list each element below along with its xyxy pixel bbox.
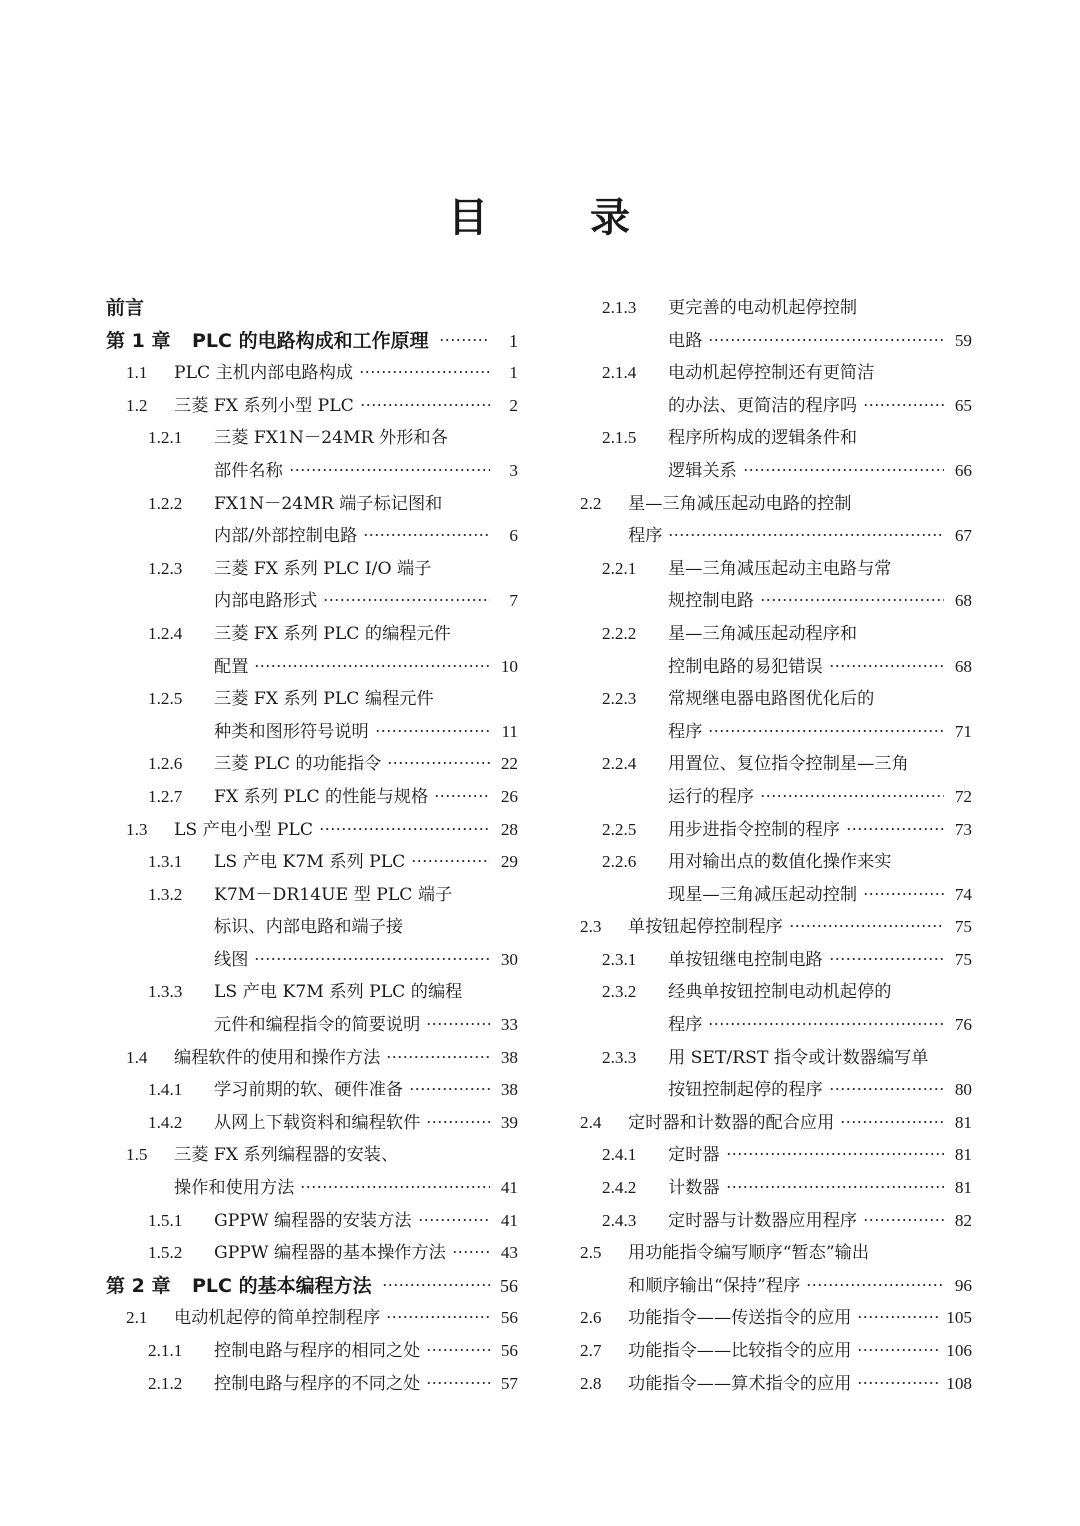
- toc-entry-title: 前言: [106, 297, 145, 319]
- toc-entry: [106, 455, 518, 488]
- toc-entry-title: 种类和图形符号说明: [214, 721, 369, 742]
- toc-page-number: 65: [954, 395, 972, 415]
- toc-entry: [106, 911, 518, 944]
- toc-entry: [106, 879, 518, 912]
- toc-entry-title: 三菱 FX 系列 PLC 编程元件: [214, 689, 434, 710]
- toc-entry-number: 2.1.3: [602, 298, 637, 317]
- toc-entry-number: 2.2.3: [602, 689, 637, 709]
- toc-entry-title: 星—三角减压起动电路的控制: [628, 493, 852, 514]
- toc-dot-leader: [452, 1241, 490, 1258]
- toc-page-number: 68: [954, 591, 972, 611]
- toc-entry-number: 第 1 章: [106, 329, 171, 352]
- toc-entry-number: 1.2.7: [148, 786, 183, 806]
- toc-page-number: 68: [954, 656, 972, 676]
- toc-page-number: 71: [954, 721, 972, 741]
- toc-entry-title: 单按钮起停控制程序: [628, 917, 783, 938]
- toc-entry-title: 功能指令——比较指令的应用: [628, 1341, 852, 1361]
- toc-dot-leader: [708, 720, 944, 737]
- toc-dot-leader: [829, 1078, 944, 1095]
- toc-entry: [106, 814, 518, 847]
- toc-dot-leader: [375, 720, 490, 737]
- toc-entry-number: 2.4.2: [602, 1178, 637, 1198]
- toc-dot-leader: [426, 1013, 490, 1030]
- toc-entry-title: 运行的程序: [668, 786, 754, 807]
- toc-page-number: 81: [954, 1112, 972, 1132]
- toc-dot-leader: [829, 654, 944, 671]
- toc-page-number: 7: [509, 591, 518, 611]
- toc-dot-leader: [857, 1339, 940, 1356]
- toc-page-number: 41: [500, 1210, 518, 1230]
- toc-entry-number: 2.1.1: [148, 1341, 183, 1360]
- toc-entry-number: 2.3.2: [602, 982, 637, 1002]
- toc-entry-title: 内部电路形式: [214, 591, 318, 612]
- toc-entry-number: 1.2: [126, 395, 148, 415]
- toc-entry: [580, 1270, 972, 1303]
- toc-entry: [106, 520, 518, 553]
- toc-entry-title: 单按钮继电控制电路: [668, 949, 823, 970]
- toc-page-number: 3: [509, 460, 518, 480]
- toc-page-number: 73: [954, 819, 972, 839]
- toc-dot-leader: [418, 1208, 491, 1225]
- toc-entry-title: 控制电路与程序的不同之处: [214, 1373, 421, 1394]
- toc-entry-title: 元件和编程指令的简要说明: [214, 1015, 421, 1036]
- toc-entry-title: 功能指令——传送指令的应用: [628, 1308, 852, 1329]
- toc-dot-leader: [789, 915, 944, 932]
- toc-page-number: 43: [500, 1243, 518, 1263]
- toc-entry-number: 2.1.5: [602, 428, 637, 448]
- toc-entry: [580, 1205, 972, 1238]
- toc-entry-title: 定时器与计数器应用程序: [668, 1210, 858, 1231]
- toc-dot-leader: [382, 1273, 490, 1292]
- toc-entry-title: FX 系列 PLC 的性能与规格: [214, 786, 429, 807]
- toc-entry-number: 1.5.2: [148, 1243, 183, 1263]
- toc-entry-number: 1.5.1: [148, 1210, 183, 1230]
- toc-entry-title: 内部/外部控制电路: [214, 526, 358, 547]
- toc-dot-leader: [806, 1274, 944, 1291]
- toc-entry-title: PLC 的基本编程方法: [192, 1274, 372, 1297]
- toc-entry-title: 三菱 FX1N－24MR 外形和各: [214, 428, 448, 449]
- toc-entry: [580, 976, 972, 1009]
- toc-page-number: 6: [509, 526, 518, 546]
- toc-page-number: 82: [954, 1210, 972, 1230]
- toc-dot-leader: [359, 361, 490, 378]
- toc-entry-title: 三菱 PLC 的功能指令: [214, 754, 382, 775]
- toc-page-number: 81: [954, 1145, 972, 1165]
- toc-entry: [580, 651, 972, 684]
- toc-page-number: 56: [500, 1275, 518, 1296]
- toc-entry-title: LS 产电 K7M 系列 PLC 的编程: [214, 982, 463, 1003]
- toc-entry: [106, 1205, 518, 1238]
- toc-dot-leader: [300, 1176, 490, 1193]
- toc-entry-number: 2.3: [580, 917, 602, 937]
- toc-page-number: 41: [500, 1178, 518, 1198]
- toc-entry: [106, 1009, 518, 1042]
- toc-page-number: 106: [946, 1341, 972, 1360]
- toc-entry-title: 标识、内部电路和端子接: [214, 917, 404, 938]
- toc-entry-number: 1.4: [126, 1047, 148, 1067]
- toc-entry-number: 1.3: [126, 819, 148, 839]
- toc-entry: [106, 1042, 518, 1075]
- toc-entry-title: 从网上下载资料和编程软件: [214, 1112, 421, 1133]
- toc-entry-title: 的办法、更简洁的程序吗: [668, 395, 858, 416]
- toc-dot-leader: [254, 654, 490, 671]
- toc-entry: [580, 1302, 972, 1335]
- toc-entry-title: 星—三角减压起动程序和: [668, 623, 858, 644]
- toc-entry: [580, 716, 972, 749]
- toc-entry: [580, 488, 972, 521]
- toc-entry-number: 2.5: [580, 1243, 602, 1263]
- toc-page-number: 96: [954, 1275, 972, 1295]
- toc-right-column: [580, 292, 972, 1400]
- toc-entry: [580, 1074, 972, 1107]
- toc-dot-leader: [863, 883, 944, 900]
- toc-entry: [106, 1302, 518, 1335]
- toc-entry-number: 2.1.2: [148, 1373, 183, 1393]
- toc-entry-title: 三菱 FX 系列编程器的安装、: [174, 1145, 399, 1166]
- toc-entry: [580, 814, 972, 847]
- toc-entry-title: 逻辑关系: [668, 460, 737, 481]
- toc-page-number: 66: [954, 460, 972, 480]
- toc-dot-leader: [409, 1078, 490, 1095]
- toc-entry: [106, 488, 518, 521]
- toc-entry: [580, 846, 972, 879]
- toc-entry: [106, 683, 518, 716]
- toc-entry-number: 1.2.6: [148, 754, 183, 774]
- toc-entry-number: 2.2.5: [602, 819, 637, 839]
- toc-dot-leader: [411, 850, 490, 867]
- toc-entry-title: LS 产电小型 PLC: [174, 819, 313, 840]
- toc-page-number: 57: [500, 1373, 518, 1393]
- toc-entry-title: FX1N－24MR 端子标记图和: [214, 493, 443, 514]
- toc-entry: [106, 748, 518, 781]
- toc-entry: [580, 357, 972, 390]
- toc-entry-title: 按钮控制起停的程序: [668, 1080, 823, 1101]
- toc-entry-title: 控制电路与程序的相同之处: [214, 1341, 421, 1361]
- toc-page-number: 76: [954, 1015, 972, 1035]
- toc-dot-leader: [668, 524, 944, 541]
- page-title-char-2: 录: [590, 195, 632, 241]
- toc-dot-leader: [846, 817, 944, 834]
- toc-left-column: [106, 292, 518, 1400]
- toc-page-number: 29: [500, 852, 518, 872]
- toc-dot-leader: [863, 1208, 944, 1225]
- toc-page-number: 56: [500, 1308, 518, 1328]
- toc-entry-title: 部件名称: [214, 460, 283, 481]
- toc-page-number: 28: [500, 819, 518, 839]
- toc-page-number: 75: [954, 949, 972, 969]
- toc-entry-number: 2.8: [580, 1373, 602, 1393]
- toc-entry-number: 2.4.1: [602, 1145, 637, 1165]
- toc-dot-leader: [426, 1339, 490, 1356]
- toc-entry-title: PLC 的电路构成和工作原理: [192, 329, 429, 352]
- toc-entry-number: 2.1: [126, 1308, 148, 1328]
- toc-entry-number: 1.3.3: [148, 982, 183, 1002]
- toc-entry-title: 线图: [214, 949, 249, 970]
- toc-entry-number: 1.2.4: [148, 623, 183, 643]
- toc-entry: [106, 357, 518, 390]
- toc-dot-leader: [829, 948, 944, 965]
- toc-page-number: 1: [509, 363, 518, 383]
- toc-page-number: 80: [954, 1080, 972, 1100]
- toc-entry: [106, 553, 518, 586]
- toc-entry-title: 程序: [668, 721, 703, 742]
- toc-entry-title: 星—三角减压起动主电路与常: [668, 558, 892, 579]
- toc-entry-title: 用功能指令编写顺序“暂态”输出: [628, 1243, 870, 1264]
- toc-page-number: 75: [954, 917, 972, 937]
- toc-dot-leader: [387, 752, 490, 769]
- toc-entry: [106, 390, 518, 423]
- toc-entry-number: 1.4.1: [148, 1080, 183, 1100]
- toc-entry: [580, 325, 972, 358]
- toc-entry: [580, 911, 972, 944]
- toc-entry-title: 功能指令——算术指令的应用: [628, 1373, 852, 1394]
- toc-entry: [106, 781, 518, 814]
- toc-dot-leader: [708, 328, 944, 345]
- toc-entry-number: 1.4.2: [148, 1112, 183, 1132]
- toc-entry-number: 1.2.2: [148, 493, 183, 513]
- toc-chapter: [106, 1270, 518, 1303]
- toc-page-number: 1: [509, 330, 518, 351]
- toc-page-number: 33: [500, 1015, 518, 1035]
- toc-entry-number: 1.1: [126, 363, 148, 383]
- toc-entry: [106, 1139, 518, 1172]
- toc-entry-title: 控制电路的易犯错误: [668, 656, 823, 677]
- toc-entry-title: 定时器: [668, 1145, 720, 1166]
- toc-entry: [580, 781, 972, 814]
- toc-entry: [580, 748, 972, 781]
- toc-entry-title: 更完善的电动机起停控制: [668, 298, 858, 318]
- toc-entry-number: 1.2.3: [148, 558, 183, 578]
- toc-entry: [580, 1237, 972, 1270]
- toc-entry-title: 现星—三角减压起动控制: [668, 884, 858, 905]
- toc-dot-leader: [439, 328, 490, 347]
- toc-entry: [580, 520, 972, 553]
- toc-chapter: [106, 292, 518, 325]
- toc-entry-number: 2.6: [580, 1308, 602, 1328]
- toc-page-number: 22: [500, 754, 518, 774]
- toc-entry: [106, 651, 518, 684]
- toc-entry: [580, 1009, 972, 1042]
- toc-page-number: 38: [500, 1047, 518, 1067]
- toc-page-number: 72: [954, 786, 972, 806]
- toc-dot-leader: [426, 1371, 490, 1388]
- toc-entry-number: 2.2.2: [602, 623, 637, 643]
- toc-page-number: 56: [500, 1341, 518, 1360]
- toc-entry: [580, 1368, 972, 1401]
- toc-entry: [580, 1335, 972, 1368]
- page-title-char-1: 目: [448, 195, 490, 241]
- toc-entry: [106, 1107, 518, 1140]
- toc-entry-title: 计数器: [668, 1178, 720, 1199]
- toc-entry-title: GPPW 编程器的安装方法: [214, 1210, 412, 1231]
- toc-dot-leader: [857, 1306, 940, 1323]
- toc-entry-number: 1.3.2: [148, 884, 183, 904]
- toc-dot-leader: [760, 785, 944, 802]
- toc-entry: [106, 944, 518, 977]
- toc-page-number: 105: [946, 1308, 972, 1328]
- toc-entry-title: 规控制电路: [668, 591, 754, 612]
- toc-entry: [580, 585, 972, 618]
- toc-entry-title: LS 产电 K7M 系列 PLC: [214, 852, 406, 873]
- toc-entry: [106, 585, 518, 618]
- toc-entry-title: 常规继电器电路图优化后的: [668, 689, 875, 710]
- toc-page-number: 2: [509, 395, 518, 415]
- toc-page-number: 38: [500, 1080, 518, 1100]
- toc-entry-title: 和顺序输出“保持”程序: [628, 1275, 801, 1296]
- toc-entry-title: K7M－DR14UE 型 PLC 端子: [214, 884, 453, 905]
- toc-entry-title: 学习前期的软、硬件准备: [214, 1080, 404, 1101]
- toc-entry-title: 程序: [668, 1015, 703, 1036]
- toc-dot-leader: [289, 459, 490, 476]
- toc-entry: [106, 846, 518, 879]
- toc-entry-title: 配置: [214, 656, 249, 677]
- toc-dot-leader: [363, 524, 490, 541]
- toc-entry-title: 用对输出点的数值化操作来实: [668, 852, 892, 873]
- toc-entry: [580, 1042, 972, 1075]
- toc-entry-number: 1.5: [126, 1145, 148, 1165]
- toc-dot-leader: [726, 1176, 944, 1193]
- toc-dot-leader: [708, 1013, 944, 1030]
- toc-entry: [580, 944, 972, 977]
- toc-page-number: 59: [954, 330, 972, 350]
- toc-entry-title: 定时器和计数器的配合应用: [628, 1112, 835, 1133]
- toc-entry-number: 第 2 章: [106, 1274, 171, 1297]
- toc-entry-number: 2.7: [580, 1341, 602, 1360]
- toc-page-number: 108: [946, 1373, 972, 1393]
- toc-dot-leader: [726, 1143, 944, 1160]
- toc-entry: [580, 455, 972, 488]
- toc-entry-number: 2.2.6: [602, 852, 637, 872]
- toc-page-number: 30: [500, 949, 518, 969]
- toc-entry: [580, 390, 972, 423]
- toc-entry: [106, 1335, 518, 1368]
- toc-entry-title: 电动机起停控制还有更简洁: [668, 363, 875, 384]
- toc-entry-number: 2.1.4: [602, 363, 637, 383]
- toc-entry: [580, 618, 972, 651]
- toc-entry-number: 2.2.1: [602, 558, 637, 578]
- toc-entry: [580, 683, 972, 716]
- toc-entry: [580, 292, 972, 325]
- toc-entry-title: GPPW 编程器的基本操作方法: [214, 1243, 446, 1264]
- toc-entry-title: 操作和使用方法: [174, 1178, 295, 1199]
- toc-dot-leader: [840, 1111, 944, 1128]
- toc-entry-number: 2.3.1: [602, 949, 637, 969]
- toc-page-number: 67: [954, 526, 972, 546]
- toc-entry-number: 1.2.1: [148, 428, 183, 448]
- toc-dot-leader: [426, 1111, 490, 1128]
- toc-entry-number: 2.2.4: [602, 754, 637, 774]
- toc-entry: [580, 553, 972, 586]
- toc-entry: [106, 1368, 518, 1401]
- toc-entry: [580, 1139, 972, 1172]
- toc-entry-number: 1.3.1: [148, 852, 183, 872]
- toc-entry: [106, 618, 518, 651]
- toc-page-number: 10: [500, 656, 518, 676]
- toc-dot-leader: [386, 1045, 490, 1062]
- toc-entry-title: 用 SET/RST 指令或计数器编写单: [668, 1047, 929, 1068]
- toc-dot-leader: [760, 589, 944, 606]
- toc-entry: [580, 422, 972, 455]
- toc-page-number: 11: [501, 721, 518, 741]
- toc-entry: [580, 879, 972, 912]
- toc-dot-leader: [254, 948, 490, 965]
- toc-entry-title: 电路: [668, 330, 703, 351]
- page-title: [0, 186, 1080, 243]
- toc-page-number: 26: [500, 786, 518, 806]
- toc-chapter: [106, 325, 518, 358]
- toc-entry-title: 用置位、复位指令控制星—三角: [668, 754, 909, 775]
- toc-dot-leader: [857, 1371, 940, 1388]
- toc-entry: [106, 716, 518, 749]
- toc-entry-title: 编程软件的使用和操作方法: [174, 1047, 381, 1068]
- toc-entry-title: 程序: [628, 526, 663, 547]
- toc-entry: [106, 1172, 518, 1205]
- toc-entry-number: 2.4: [580, 1112, 602, 1132]
- toc-entry-number: 2.3.3: [602, 1047, 637, 1067]
- toc-entry: [106, 1074, 518, 1107]
- toc-page-number: 74: [954, 884, 972, 904]
- toc-entry: [106, 1237, 518, 1270]
- toc-dot-leader: [863, 394, 944, 411]
- toc-entry-title: 三菱 FX 系列 PLC I/O 端子: [214, 558, 432, 579]
- toc-entry-title: 三菱 FX 系列 PLC 的编程元件: [214, 623, 451, 644]
- toc-entry: [106, 422, 518, 455]
- toc-entry-title: 程序所构成的逻辑条件和: [668, 428, 858, 449]
- toc-entry-number: 2.4.3: [602, 1210, 637, 1230]
- toc-page-number: 81: [954, 1178, 972, 1198]
- toc-entry-number: 2.2: [580, 493, 602, 513]
- toc-dot-leader: [319, 817, 490, 834]
- toc-dot-leader: [323, 589, 490, 606]
- toc-dot-leader: [434, 785, 490, 802]
- toc-entry-title: PLC 主机内部电路构成: [174, 363, 354, 384]
- toc-dot-leader: [386, 1306, 490, 1323]
- toc-entry-number: 1.2.5: [148, 689, 183, 709]
- toc-entry-title: 电动机起停的简单控制程序: [174, 1308, 381, 1329]
- toc-entry-title: 用步进指令控制的程序: [668, 819, 840, 840]
- toc-dot-leader: [743, 459, 944, 476]
- toc-page-number: 39: [500, 1112, 518, 1132]
- toc-entry: [580, 1172, 972, 1205]
- toc-entry-title: 三菱 FX 系列小型 PLC: [174, 395, 354, 416]
- toc-dot-leader: [360, 394, 490, 411]
- toc-entry: [106, 976, 518, 1009]
- toc-entry: [580, 1107, 972, 1140]
- toc-entry-title: 经典单按钮控制电动机起停的: [668, 982, 892, 1003]
